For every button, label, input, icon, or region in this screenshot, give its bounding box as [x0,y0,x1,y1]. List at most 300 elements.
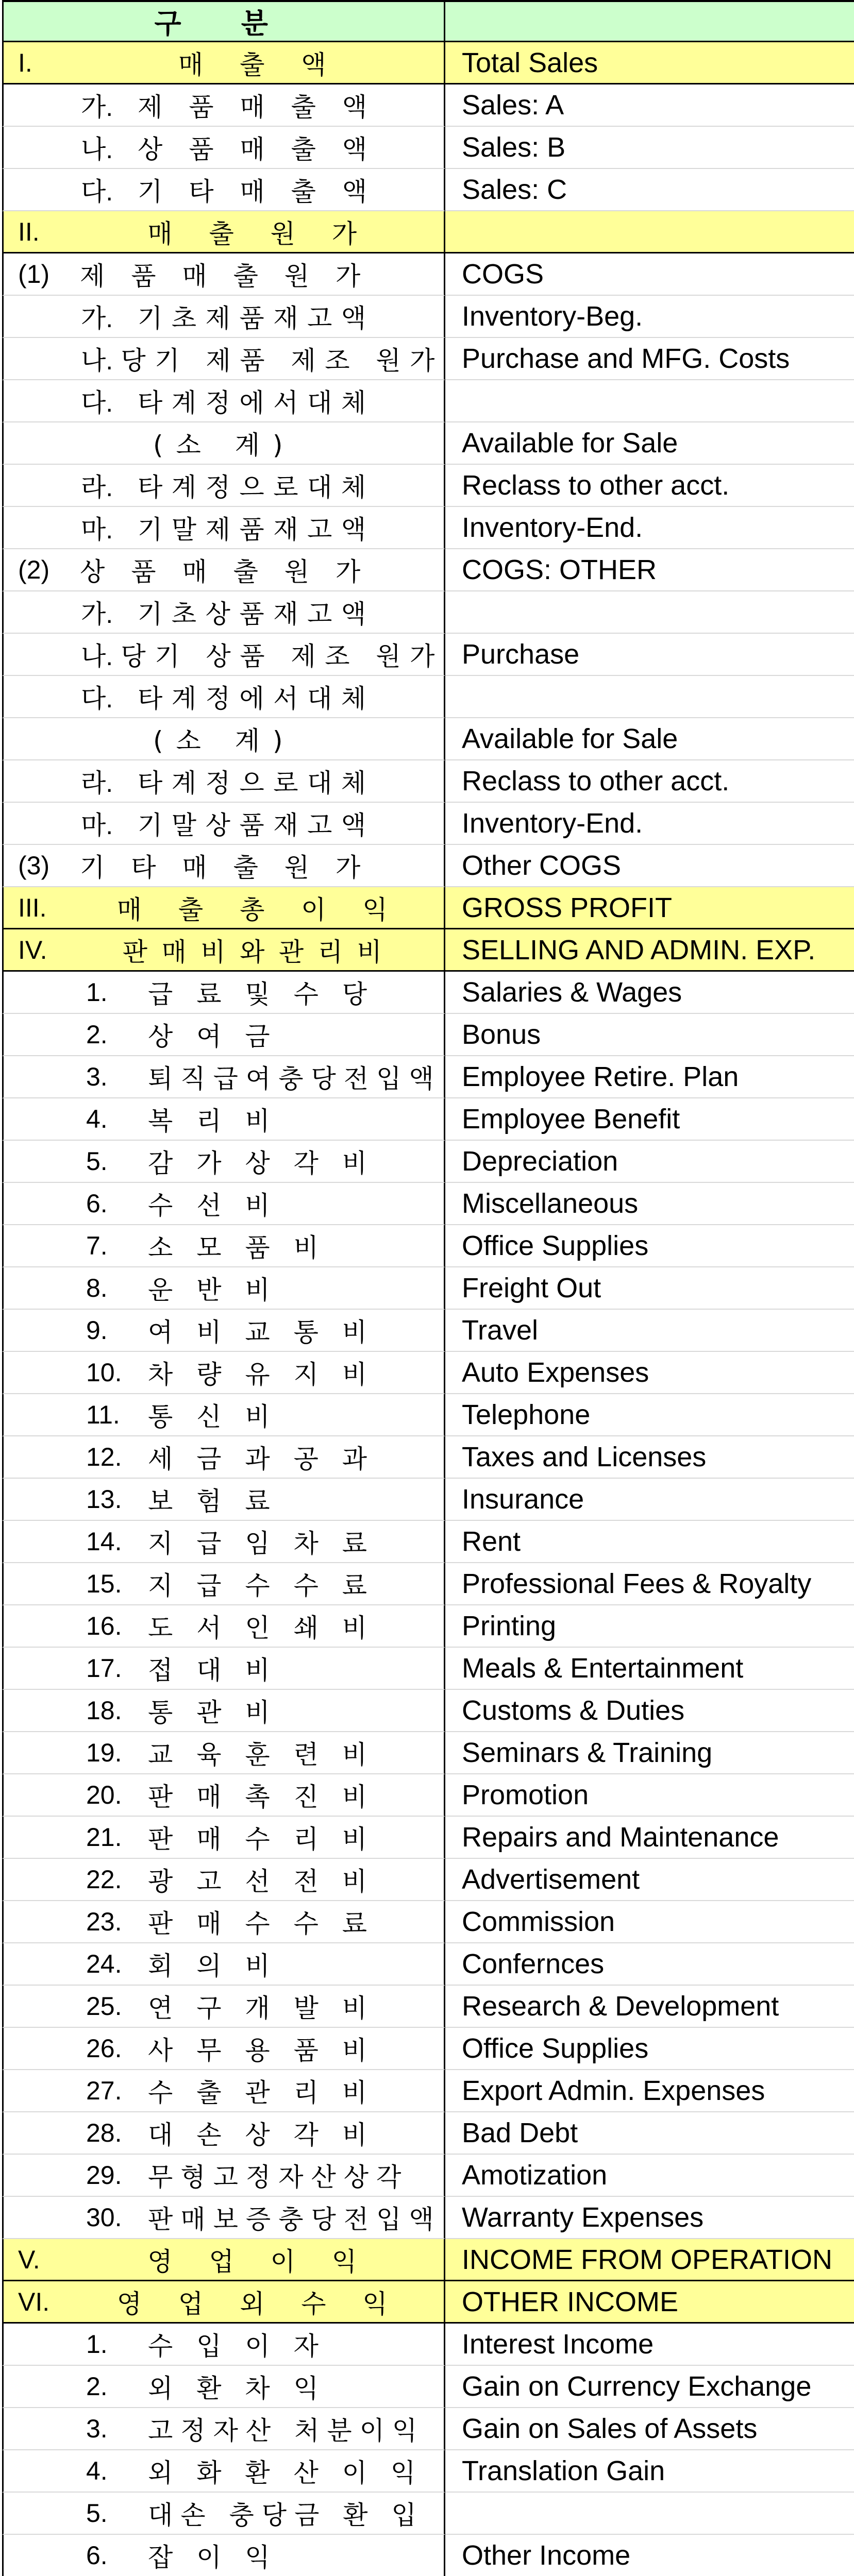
row-korean-cell [2,1690,445,1732]
row-korean-label: 대손 충당금 환 입 [148,2500,424,2530]
row-english-label: Professional Fees & Royalty [462,1568,812,1599]
row-korean-cell [2,1521,445,1563]
statement-row [0,1014,854,1056]
header-ko-label: 구 분 [154,7,293,40]
row-korean-label: 접 대 비 [148,1655,278,1685]
row-english-label: Sales: B [462,132,566,163]
row-english-cell [445,549,854,591]
row-korean-cell [2,634,445,676]
row-korean-cell [2,1267,445,1310]
row-number: 17. [86,1654,122,1683]
row-english-cell [445,127,854,169]
row-number: 6. [86,1189,108,1218]
row-english-cell [445,2324,854,2366]
statement-row [0,1648,854,1690]
row-number: 28. [86,2119,122,2147]
row-korean-label: 기초제품재고액 [138,303,375,333]
row-korean-label: 지 급 수 수 료 [148,1571,375,1601]
row-english-label: Taxes and Licenses [462,1442,707,1472]
row-korean-label: 회 의 비 [148,1951,278,1981]
row-korean-label: 퇴직급여충당전입액 [148,1064,442,1094]
row-english-cell [445,803,854,845]
row-korean-cell [2,127,445,169]
row-english-cell [445,1394,854,1436]
row-korean-cell [2,929,445,972]
row-english-cell [445,2239,854,2281]
row-number: 15. [86,1569,122,1598]
row-english-cell [445,1943,854,1986]
row-korean-label: 외 환 차 익 [148,2374,326,2403]
row-korean-cell [2,211,445,253]
statement-row [0,718,854,760]
row-english-cell [445,1352,854,1394]
row-english-label: Available for Sale [462,723,678,754]
row-korean-label: 영 업 외 수 익 [116,2289,402,2319]
statement-row [0,549,854,591]
row-english-cell [445,2408,854,2450]
statement-row [0,2281,854,2324]
row-korean-cell [2,1732,445,1774]
row-english-cell [445,1521,854,1563]
row-number: 30. [86,2203,122,2232]
statement-row [0,380,854,422]
row-english-label: Rent [462,1526,521,1557]
row-number: VI. [18,2287,50,2316]
row-korean-cell [2,2239,445,2281]
row-english-cell [445,2028,854,2070]
row-english-label: Travel [462,1315,539,1346]
row-korean-cell [2,1394,445,1436]
row-english-label: Interest Income [462,2329,654,2360]
row-number: I. [18,48,32,77]
row-korean-label: 상 품 매 출 액 [138,134,376,164]
row-number: 2. [86,2372,108,2401]
row-number: 4. [86,2456,108,2485]
statement-row [0,803,854,845]
row-korean-cell [2,2493,445,2535]
statement-row [0,2408,854,2450]
row-english-label: GROSS PROFIT [462,892,673,923]
row-english-cell [445,1479,854,1521]
row-english-cell [445,2493,854,2535]
row-korean-cell [2,2028,445,2070]
row-korean-label: (소 계) [153,726,296,756]
row-english-label: Confernces [462,1948,605,1979]
statement-row [0,253,854,296]
row-english-cell [445,1732,854,1774]
row-number: 가. [81,93,113,122]
statement-rows [0,42,854,2576]
row-korean-label: 상 여 금 [148,1022,278,1052]
row-korean-cell [2,169,445,211]
row-number: III. [18,893,47,922]
statement-row [0,127,854,169]
row-english-label: Purchase and MFG. Costs [462,343,790,374]
row-english-label: Inventory-End. [462,512,643,543]
row-english-cell [445,1817,854,1859]
row-english-cell [445,1436,854,1479]
statement-row [0,2239,854,2281]
row-korean-label: 판 매 수 리 비 [148,1824,375,1854]
row-korean-cell [2,1014,445,1056]
row-number: 21. [86,1823,122,1852]
row-korean-cell [2,1817,445,1859]
row-number: 가. [81,304,113,333]
row-english-cell [445,2155,854,2197]
statement-row [0,1859,854,1901]
row-korean-label: 세 금 과 공 과 [148,1444,375,1474]
row-korean-cell [2,1648,445,1690]
row-korean-label: 타계정에서대체 [138,388,375,418]
statement-row [0,929,854,972]
statement-row [0,591,854,634]
row-korean-label: (소 계) [153,430,296,460]
statement-row [0,1436,854,1479]
row-english-cell [445,42,854,84]
row-number: V. [18,2245,40,2274]
statement-row [0,2535,854,2576]
row-korean-label: 수 입 이 자 [148,2331,326,2361]
row-number: 11. [86,1400,120,1429]
row-number: II. [18,217,40,246]
row-english-label: Gain on Currency Exchange [462,2371,812,2402]
row-korean-cell [2,1986,445,2028]
row-korean-label: 기 타 매 출 액 [138,177,376,207]
row-korean-label: 타계정으로대체 [138,472,375,502]
row-english-label: Seminars & Training [462,1737,713,1768]
row-number: IV. [18,935,47,964]
row-korean-label: 제 품 매 출 액 [138,92,376,122]
row-english-cell [445,2112,854,2155]
row-english-cell [445,84,854,127]
row-korean-cell [2,845,445,887]
row-korean-label: 타계정에서대체 [138,684,375,714]
row-korean-label: 차 량 유 지 비 [148,1360,375,1389]
row-korean-cell [2,2070,445,2112]
row-number: (1) [18,260,50,289]
statement-row [0,2493,854,2535]
row-english-label: Reclass to other acct. [462,470,730,501]
row-number: 27. [86,2076,122,2105]
row-korean-cell [2,1563,445,1605]
statement-row [0,2028,854,2070]
row-korean-cell [2,803,445,845]
row-korean-label: 도 서 인 쇄 비 [148,1613,375,1643]
row-english-label: Freight Out [462,1273,601,1303]
row-korean-label: 급 료 및 수 당 [148,979,375,1009]
row-english-label: Inventory-End. [462,808,643,839]
row-english-cell [445,1648,854,1690]
statement-row [0,338,854,380]
row-korean-cell [2,1774,445,1817]
row-number: 25. [86,1992,122,2021]
statement-row [0,1605,854,1648]
row-english-cell [445,760,854,803]
row-english-cell [445,296,854,338]
row-english-label: Bad Debt [462,2117,578,2148]
statement-row [0,1394,854,1436]
row-korean-cell [2,676,445,718]
row-english-cell [445,1098,854,1141]
row-korean-label: 매 출 총 이 익 [116,894,402,925]
row-korean-label: 교 육 훈 련 비 [148,1740,375,1770]
row-number: 20. [86,1781,122,1809]
row-english-label: Printing [462,1611,557,1641]
row-korean-cell [2,1479,445,1521]
row-english-cell [445,2366,854,2408]
row-korean-cell [2,1859,445,1901]
row-english-cell [445,718,854,760]
row-english-label: Employee Retire. Plan [462,1061,739,1092]
row-english-label: Commission [462,1906,615,1937]
row-english-label: INCOME FROM OPERATION [462,2244,833,2275]
row-korean-cell [2,296,445,338]
row-english-label: Available for Sale [462,428,678,459]
statement-row [0,507,854,549]
statement-row [0,2366,854,2408]
row-english-label: Telephone [462,1399,591,1430]
row-korean-cell [2,380,445,422]
row-english-cell [445,591,854,634]
row-korean-label: 지 급 임 차 료 [148,1529,375,1558]
row-english-label: Office Supplies [462,2033,649,2064]
row-english-cell [445,1605,854,1648]
row-korean-cell [2,1943,445,1986]
statement-row [0,1267,854,1310]
statement-row [0,1986,854,2028]
statement-row [0,1183,854,1225]
row-korean-label: 대 손 상 각 비 [148,2120,375,2150]
statement-row [0,1901,854,1943]
row-korean-cell [2,42,445,84]
row-korean-cell [2,1436,445,1479]
row-english-label: Customs & Duties [462,1695,685,1726]
row-number: 3. [86,2414,108,2443]
row-english-label: Export Admin. Expenses [462,2075,765,2106]
header-en-cell [445,0,854,42]
row-number: 19. [86,1738,122,1767]
row-number: 라. [81,769,113,798]
row-korean-cell [2,972,445,1014]
row-number: (2) [18,555,50,584]
statement-row [0,760,854,803]
row-english-label: Advertisement [462,1864,640,1895]
statement-row [0,2112,854,2155]
row-number: 2. [86,1020,108,1049]
row-korean-label: 보 험 료 [148,1486,278,1516]
row-english-label: Reclass to other acct. [462,766,730,796]
statement-row [0,1310,854,1352]
row-english-cell [445,2070,854,2112]
row-korean-label: 판매보증충당전입액 [148,2205,442,2234]
row-korean-label: 수 출 관 리 비 [148,2078,375,2108]
row-english-label: Auto Expenses [462,1357,649,1388]
row-korean-label: 소 모 품 비 [148,1233,326,1263]
statement-row [0,1056,854,1098]
row-number: 12. [86,1443,122,1471]
row-english-cell [445,2450,854,2493]
row-english-cell [445,929,854,972]
row-korean-label: 연 구 개 발 비 [148,1993,375,2023]
row-korean-cell [2,760,445,803]
row-korean-label: 판 매 수 수 료 [148,1909,375,1939]
row-english-cell [445,380,854,422]
row-number: (3) [18,851,50,880]
row-english-label: COGS: OTHER [462,554,657,585]
row-korean-label: 영 업 이 익 [147,2246,371,2277]
row-english-cell [445,1563,854,1605]
row-korean-label: 고정자산 처분이익 [148,2416,425,2446]
row-korean-label: 외 화 환 산 이 익 [148,2458,424,2488]
row-english-cell [445,2535,854,2576]
row-korean-label: 여 비 교 통 비 [148,1317,375,1347]
row-number: 22. [86,1865,122,1894]
row-number: 14. [86,1527,122,1556]
statement-row [0,887,854,929]
row-number: 마. [81,811,113,840]
statement-row [0,634,854,676]
row-korean-label: 수 선 비 [148,1191,278,1221]
statement-row [0,2450,854,2493]
row-english-cell [445,2197,854,2239]
row-korean-label: 상 품 매 출 원 가 [80,557,370,587]
row-korean-label: 통 관 비 [148,1698,278,1727]
row-number: 16. [86,1612,122,1640]
row-korean-cell [2,1605,445,1648]
statement-row [0,1479,854,1521]
row-english-label: Other COGS [462,850,622,881]
row-korean-cell [2,253,445,296]
row-english-label: Meals & Entertainment [462,1653,744,1684]
row-english-cell [445,1056,854,1098]
row-number: 다. [81,177,113,206]
row-english-cell [445,1986,854,2028]
row-korean-cell [2,1098,445,1141]
row-english-label: COGS [462,259,544,290]
row-number: 마. [81,515,113,544]
row-english-label: Gain on Sales of Assets [462,2413,758,2444]
row-english-cell [445,676,854,718]
row-korean-label: 타계정으로대체 [138,768,375,798]
row-number: 5. [86,1147,108,1176]
row-number: 나. [81,346,113,375]
row-english-cell [445,1183,854,1225]
row-english-cell [445,1690,854,1732]
row-english-label: Office Supplies [462,1230,649,1261]
row-english-cell [445,1774,854,1817]
row-english-label: Research & Development [462,1991,779,2022]
row-english-label: SELLING AND ADMIN. EXP. [462,934,816,965]
row-english-label: Bonus [462,1019,541,1050]
row-english-label: Sales: C [462,174,567,205]
row-korean-label: 당기 제품 제조 원가 [121,346,444,376]
row-korean-cell [2,2408,445,2450]
statement-row [0,972,854,1014]
row-korean-cell [2,1141,445,1183]
row-english-cell [445,253,854,296]
row-korean-label: 당기 상품 제조 원가 [121,641,444,671]
row-number: 24. [86,1950,122,1978]
row-number: 다. [81,388,113,417]
row-korean-cell [2,2281,445,2324]
row-korean-label: 기말상품재고액 [138,810,375,840]
row-korean-cell [2,1183,445,1225]
row-number: 10. [86,1358,122,1387]
row-korean-cell [2,84,445,127]
row-korean-cell [2,1056,445,1098]
row-english-label: Depreciation [462,1146,618,1177]
row-number: 13. [86,1485,122,1514]
row-english-label: Purchase [462,639,580,670]
row-english-label: Translation Gain [462,2455,665,2486]
row-english-label: Total Sales [462,47,598,78]
statement-row [0,42,854,84]
statement-row [0,676,854,718]
row-number: 6. [86,2541,108,2570]
statement-row [0,1563,854,1605]
row-number: 23. [86,1907,122,1936]
row-english-cell [445,1014,854,1056]
row-number: 가. [81,600,113,629]
row-english-cell [445,972,854,1014]
row-korean-label: 감 가 상 각 비 [148,1148,375,1178]
row-number: 3. [86,1062,108,1091]
statement-row [0,1774,854,1817]
row-number: 7. [86,1231,108,1260]
row-korean-cell [2,1225,445,1267]
row-number: 8. [86,1274,108,1302]
row-korean-label: 통 신 비 [148,1402,278,1432]
row-english-label: OTHER INCOME [462,2286,679,2317]
statement-row [0,422,854,465]
row-korean-cell [2,2535,445,2576]
row-korean-cell [2,549,445,591]
statement-row [0,296,854,338]
row-korean-label: 복 리 비 [148,1106,278,1136]
row-korean-label: 제 품 매 출 원 가 [80,261,370,291]
row-english-cell [445,1267,854,1310]
row-english-cell [445,1141,854,1183]
statement-row [0,1943,854,1986]
row-english-label: Insurance [462,1484,584,1515]
row-english-cell [445,1225,854,1267]
row-korean-label: 기초상품재고액 [138,599,375,629]
row-english-cell [445,422,854,465]
row-english-label: Amotization [462,2160,608,2191]
statement-row [0,1225,854,1267]
row-korean-cell [2,338,445,380]
row-number: 라. [81,473,113,502]
row-number: 다. [81,684,113,713]
statement-row [0,2155,854,2197]
row-english-cell [445,507,854,549]
row-english-label: Promotion [462,1780,589,1810]
row-korean-cell [2,2324,445,2366]
row-number: 나. [81,135,113,164]
row-korean-label: 매 출 액 [178,49,341,80]
row-korean-label: 사 무 용 품 비 [148,2036,375,2065]
statement-row [0,2324,854,2366]
statement-row [0,211,854,253]
row-english-cell [445,1310,854,1352]
row-english-label: Inventory-Beg. [462,301,643,332]
row-korean-label: 무형고정자산상각 [148,2162,409,2192]
row-english-cell [445,465,854,507]
statement-row [0,465,854,507]
row-english-label: Other Income [462,2540,631,2571]
statement-row [0,1352,854,1394]
statement-row [0,1098,854,1141]
